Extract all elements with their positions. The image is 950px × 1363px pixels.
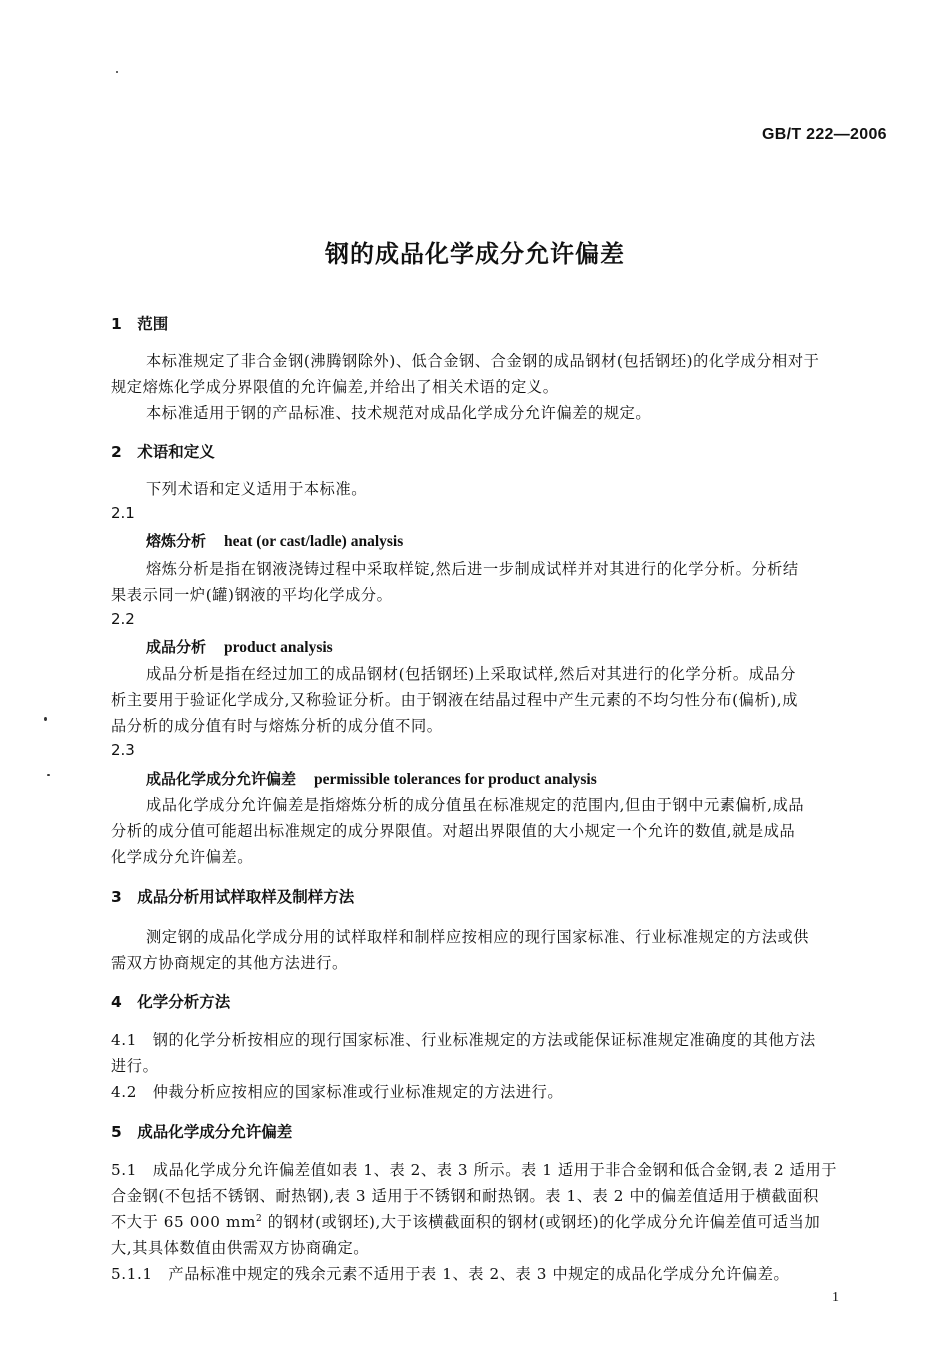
term-2-3-def-line-3: 化学成分允许偏差。 <box>111 848 254 866</box>
term-2-2-title <box>146 636 333 657</box>
section-1-para-1-line-2: 规定熔炼化学成分界限值的允许偏差,并给出了相关术语的定义。 <box>111 378 559 396</box>
section-3-para-line-2: 需双方协商规定的其他方法进行。 <box>111 954 348 972</box>
clause-5-1-1: 5.1.1 产品标准中规定的残余元素不适用于表 1、表 2、表 3 中规定的成品化学成分允许偏差。 <box>111 1265 790 1283</box>
term-2-1-def-line-1: 熔炼分析是指在钢液浇铸过程中采取样锭,然后进一步制成试样并对其进行的化学分析。分析结 <box>146 560 799 578</box>
term-2-1-title <box>146 530 403 551</box>
section-1-heading: 1 范围 <box>111 315 169 333</box>
term-2-2-en: product analysis <box>224 639 333 656</box>
scan-speck <box>116 71 118 73</box>
scan-speck <box>47 774 50 776</box>
section-1-para-1-line-1: 本标准规定了非合金钢(沸腾钢除外)、低合金钢、合金钢的成品钢材(包括钢坯)的化学成分相对于 <box>146 352 820 370</box>
section-3-heading: 3 成品分析用试样取样及制样方法 <box>111 888 355 906</box>
page-number: 1 <box>832 1290 839 1305</box>
term-2-2-cn: 成品分析 <box>146 638 207 656</box>
section-3-para-line-1: 测定钢的成品化学成分用的试样取样和制样应按相应的现行国家标准、行业标准规定的方法或供 <box>146 928 810 946</box>
section-5-heading: 5 成品化学成分允许偏差 <box>111 1123 293 1141</box>
clause-5-1-line-4: 大,其具体数值由供需双方协商确定。 <box>111 1239 370 1257</box>
term-2-3-en: permissible tolerances for product analysis <box>314 771 597 788</box>
term-2-3-title <box>146 768 597 789</box>
term-2-1-en: heat (or cast/ladle) analysis <box>224 533 404 550</box>
clause-5-1-line-3 <box>111 1211 820 1232</box>
superscript-2: 2 <box>255 1213 263 1224</box>
term-2-3-cn: 成品化学成分允许偏差 <box>146 770 297 788</box>
term-2-3-def-line-2: 分析的成分值可能超出标准规定的成分界限值。对超出界限值的大小规定一个允许的数值,就是成品 <box>111 822 796 840</box>
clause-4-1-line-2: 进行。 <box>111 1057 159 1075</box>
standard-number: GB/T 222—2006 <box>762 126 887 143</box>
clause-4-2: 4.2 仲裁分析应按相应的国家标准或行业标准规定的方法进行。 <box>111 1083 564 1101</box>
term-2-1-def-line-2: 果表示同一炉(罐)钢液的平均化学成分。 <box>111 586 393 604</box>
clause-5-1-line-2: 合金钢(不包括不锈钢、耐热钢),表 3 适用于不锈钢和耐热钢。表 1、表 2 中的偏差值适用于横截面积 <box>111 1187 819 1205</box>
term-2-3-def-line-1: 成品化学成分允许偏差是指熔炼分析的成分值虽在标准规定的范围内,但由于钢中元素偏析,成品 <box>146 796 805 814</box>
section-1-para-2: 本标准适用于钢的产品标准、技术规范对成品化学成分允许偏差的规定。 <box>146 404 652 422</box>
term-2-2-def-line-2: 析主要用于验证化学成分,又称验证分析。由于钢液在结晶过程中产生元素的不均匀性分布(偏析),成 <box>111 691 798 709</box>
section-4-heading: 4 化学分析方法 <box>111 993 231 1011</box>
term-2-2-def-line-1: 成品分析是指在经过加工的成品钢材(包括钢坯)上采取试样,然后对其进行的化学分析。成品分 <box>146 665 796 683</box>
document-title: 钢的成品化学成分允许偏差 <box>325 240 625 268</box>
section-2-intro: 下列术语和定义适用于本标准。 <box>146 480 368 498</box>
clause-5-1-line-3-a: 不大于 65 000 mm <box>111 1213 256 1231</box>
term-2-2-number: 2.2 <box>111 610 135 628</box>
section-2-heading: 2 术语和定义 <box>111 443 215 461</box>
term-2-1-cn: 熔炼分析 <box>146 532 207 550</box>
scan-speck <box>44 717 47 721</box>
clause-4-1-line-1: 4.1 钢的化学分析按相应的现行国家标准、行业标准规定的方法或能保证标准规定准确度的其他方法 <box>111 1031 816 1049</box>
clause-5-1-line-1: 5.1 成品化学成分允许偏差值如表 1、表 2、表 3 所示。表 1 适用于非合金钢和低合金钢,表 2 适用于 <box>111 1161 838 1179</box>
term-2-1-number: 2.1 <box>111 504 135 522</box>
clause-5-1-line-3-b: 的钢材(或钢坯),大于该横截面积的钢材(或钢坯)的化学成分允许偏差值可适当加 <box>262 1213 821 1231</box>
term-2-3-number: 2.3 <box>111 741 135 759</box>
term-2-2-def-line-3: 品分析的成分值有时与熔炼分析的成分值不同。 <box>111 717 443 735</box>
